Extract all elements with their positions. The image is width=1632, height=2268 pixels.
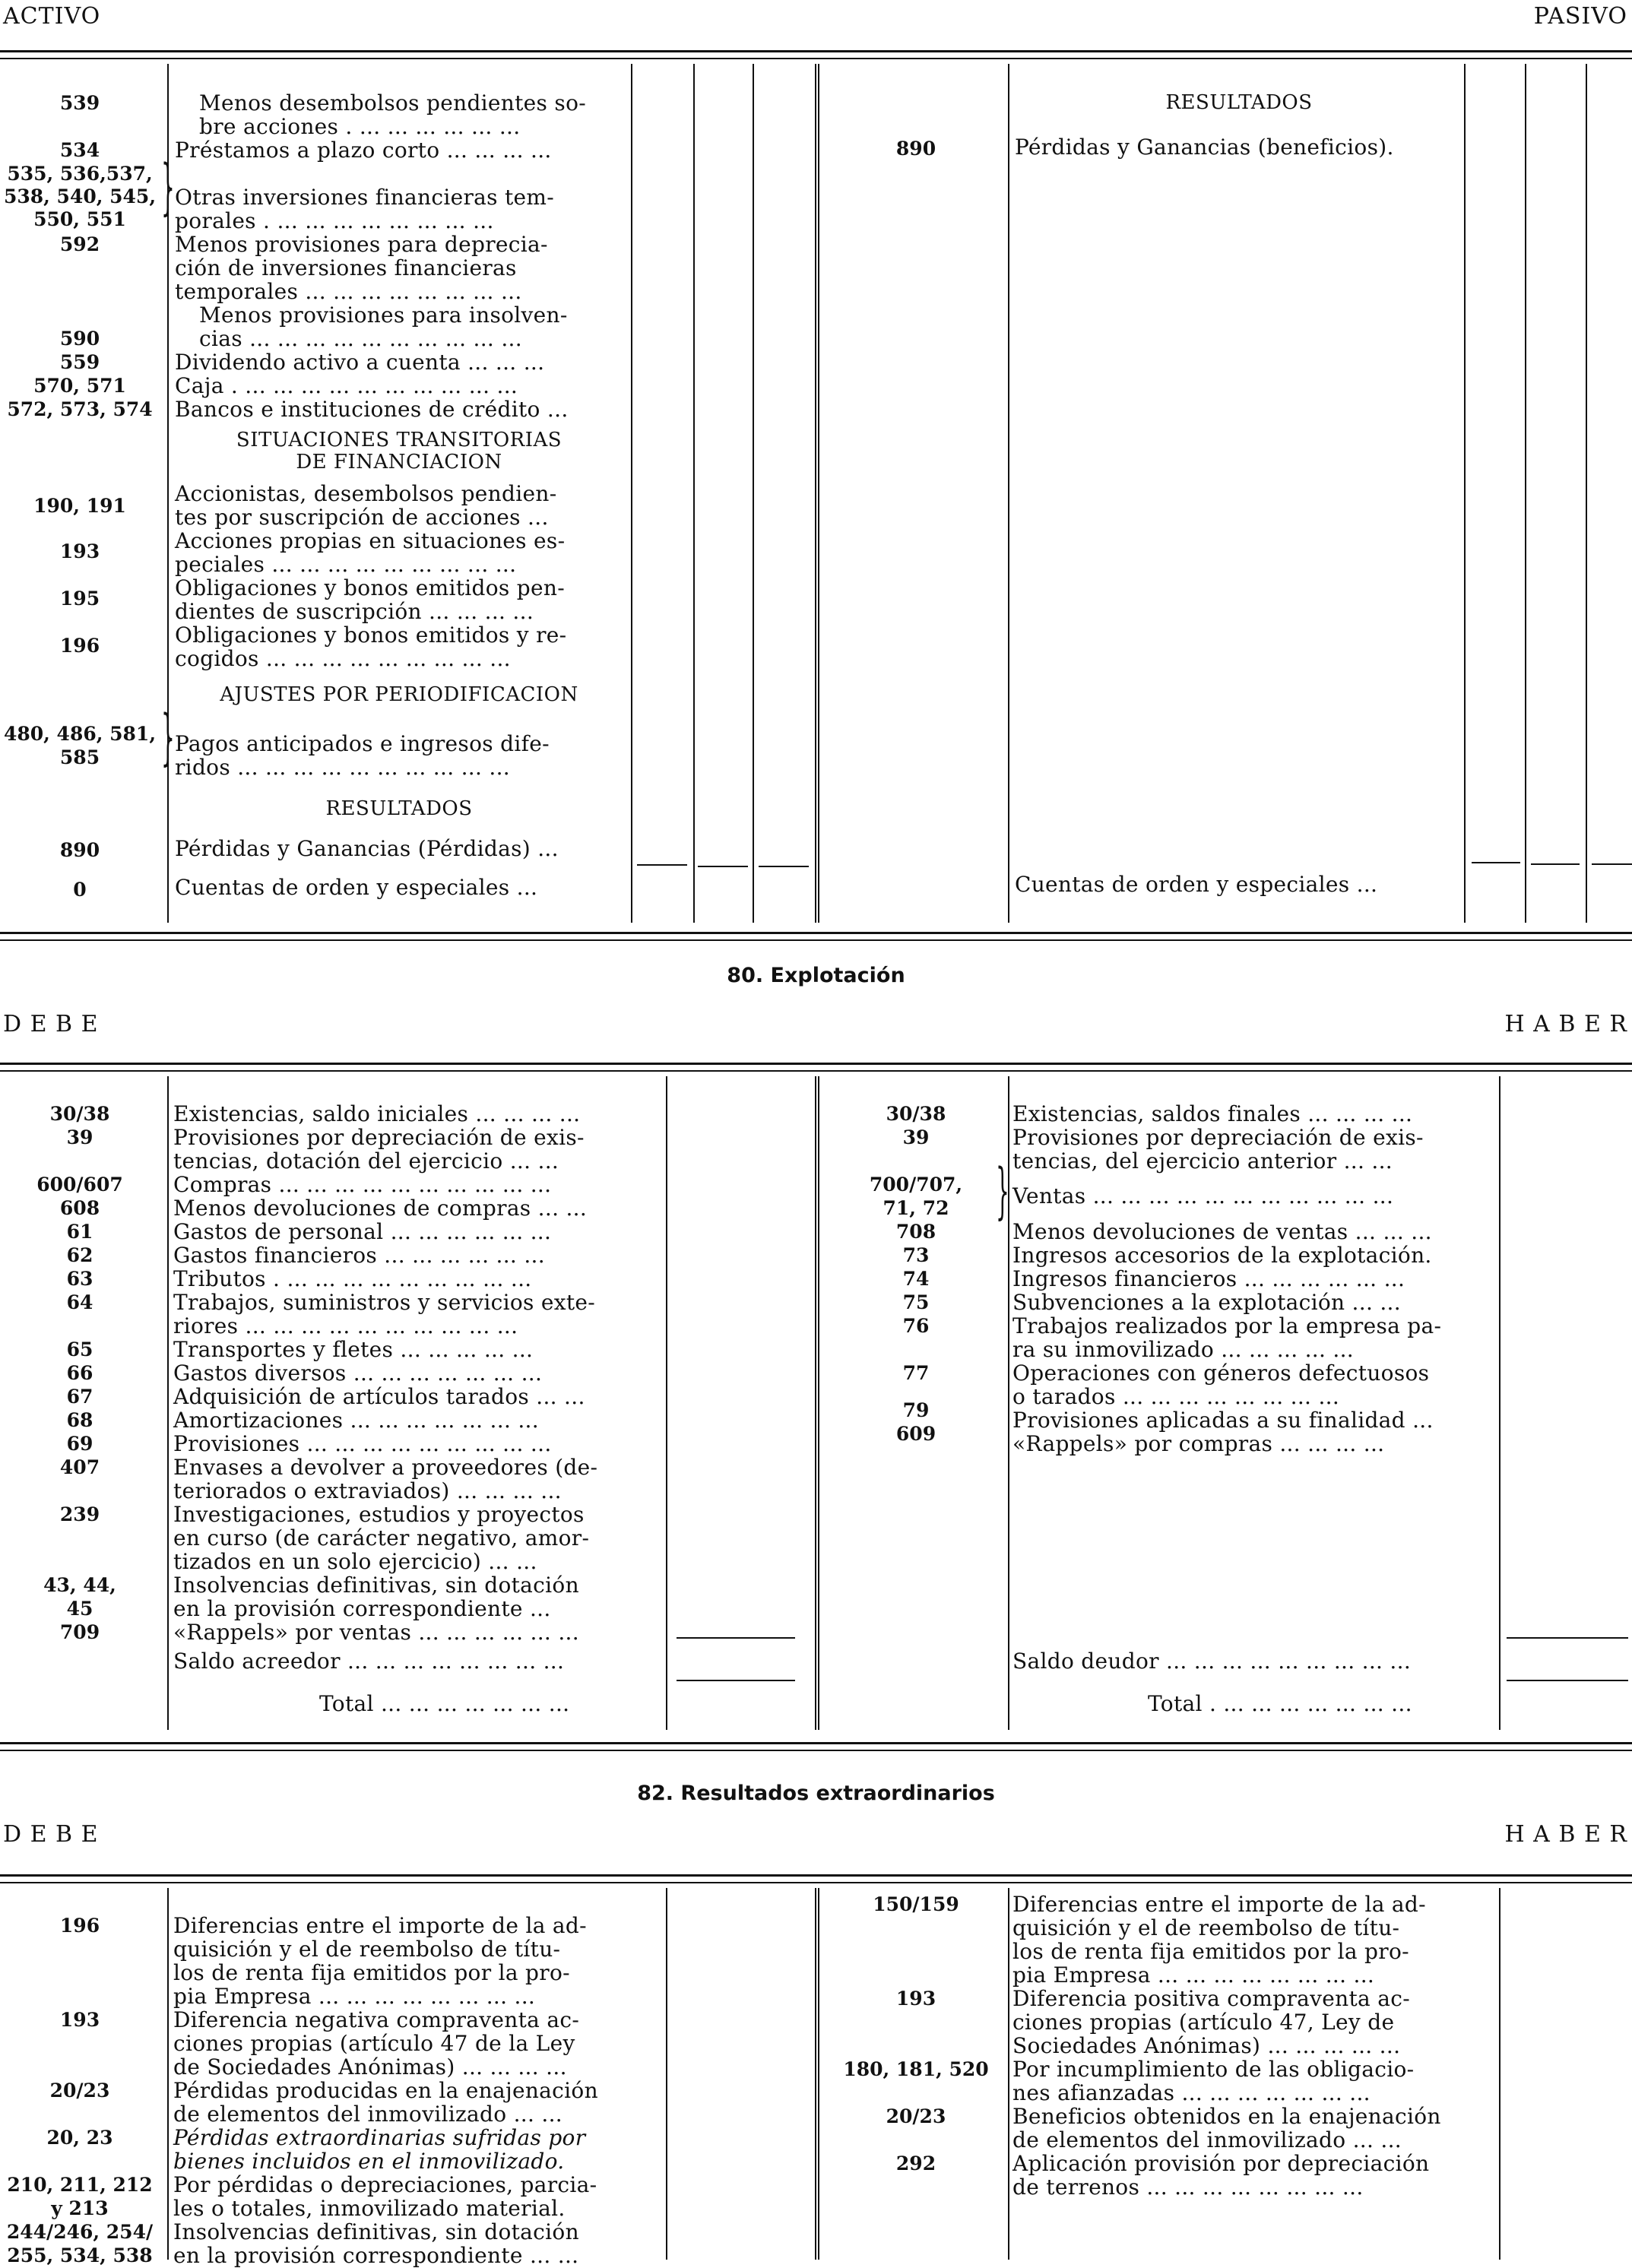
account-code: 292 — [895, 2152, 936, 2175]
account-desc: Investigaciones, estudios y proyectos en curso (de carácter negativo, amor- tizados en un solo ejercicio) ... ... — [173, 1502, 590, 1574]
account-desc: «Rappels» por compras ... ... ... ... — [1012, 1431, 1385, 1456]
account-desc: Otras inversiones financieras tem- porales . ... ... ... ... ... ... ... ... — [175, 185, 555, 233]
account-code: 74 — [902, 1268, 930, 1290]
account-code: 0 — [73, 879, 87, 901]
account-desc: Provisiones aplicadas a su finalidad ... — [1012, 1408, 1434, 1433]
account-code: 190, 191 — [33, 495, 126, 517]
account-code: 609 — [895, 1423, 936, 1445]
account-desc: Existencias, saldo iniciales ... ... ... ... — [173, 1101, 581, 1126]
header-pasivo: PASIVO — [1533, 3, 1627, 30]
account-desc: Menos desembolsos pendientes so- bre acciones . ... ... ... ... ... ... — [199, 90, 587, 139]
account-code: 700/707, 71, 72 — [869, 1174, 963, 1219]
brace-icon: } — [996, 1155, 1009, 1226]
account-code: 39 — [902, 1126, 930, 1148]
account-code: 43, 44, 45 — [43, 1574, 116, 1620]
account-desc: Trabajos realizados por la empresa pa- ra su inmovilizado ... ... ... ... ... — [1012, 1313, 1442, 1362]
account-desc: Pérdidas y Ganancias (beneficios). — [1015, 135, 1394, 160]
account-desc: Pérdidas y Ganancias (Pérdidas) ... — [175, 836, 559, 861]
account-code: 69 — [66, 1433, 93, 1455]
account-code: 592 — [59, 233, 100, 255]
account-code: 193 — [59, 540, 100, 562]
account-desc: Cuentas de orden y especiales ... — [1015, 872, 1378, 897]
account-code: 20, 23 — [46, 2127, 113, 2149]
account-desc: Pagos anticipados e ingresos dife- ridos ... ... ... ... ... ... ... ... ... ... — [175, 731, 550, 780]
account-code: 193 — [59, 2009, 100, 2031]
account-code: 77 — [902, 1362, 930, 1384]
account-code: 63 — [66, 1268, 93, 1290]
account-code: 20/23 — [886, 2105, 946, 2127]
account-code: 61 — [66, 1221, 93, 1243]
account-code: 407 — [59, 1456, 100, 1478]
total-left: Total ... ... ... ... ... ... ... — [319, 1691, 570, 1716]
account-code: 244/246, 254/ 255, 534, 538 — [6, 2221, 154, 2266]
account-code: 75 — [902, 1291, 930, 1313]
account-code: 534 — [59, 139, 100, 161]
account-desc: Pérdidas extraordinarias sufridas por bienes incluidos en el inmovilizado. — [173, 2125, 586, 2174]
account-desc: Gastos diversos ... ... ... ... ... ... ... — [173, 1360, 543, 1386]
account-code: 73 — [902, 1244, 930, 1266]
saldo-acreedor: Saldo acreedor ... ... ... ... ... ... ... ... — [173, 1649, 565, 1674]
section-heading: SITUACIONES TRANSITORIAS DE FINANCIACION — [236, 429, 562, 474]
account-desc: Accionistas, desembolsos pendien- tes por suscripción de acciones ... — [175, 481, 557, 530]
account-desc: Gastos de personal ... ... ... ... ... ... — [173, 1219, 552, 1244]
account-code: 572, 573, 574 — [7, 398, 153, 420]
account-desc: Por incumplimiento de las obligacio- nes afianzadas ... ... ... ... ... ... ... — [1012, 2057, 1415, 2105]
account-desc: Existencias, saldos finales ... ... ... ... — [1012, 1101, 1413, 1126]
account-code: 67 — [66, 1386, 93, 1408]
account-desc: Beneficios obtenidos en la enajenación de elementos del inmovilizado ... ... — [1012, 2104, 1441, 2152]
account-desc: Subvenciones a la explotación ... ... — [1012, 1290, 1401, 1315]
account-desc: Aplicación provisión por depreciación de terrenos ... ... ... ... ... ... ... ... — [1012, 2151, 1430, 2200]
account-code: 150/159 — [873, 1893, 959, 1915]
account-desc: Diferencias entre el importe de la ad- quisición y el de reembolso de títu- los de renta fija emitidos por la pro- pia Empresa ... ... ... ... ... ... ... ... — [1012, 1892, 1426, 1988]
account-code: 68 — [66, 1409, 93, 1431]
account-code: 559 — [59, 351, 100, 373]
account-desc: Por pérdidas o depreciaciones, parcia- les o totales, inmovilizado material. — [173, 2172, 597, 2221]
account-code: 890 — [895, 138, 936, 160]
section-heading: AJUSTES POR PERIODIFICACION — [220, 683, 578, 706]
account-desc: Menos devoluciones de compras ... ... — [173, 1196, 588, 1221]
account-code: 39 — [66, 1126, 93, 1148]
account-desc: Transportes y fletes ... ... ... ... ... — [173, 1337, 534, 1362]
account-code: 708 — [895, 1221, 936, 1243]
account-desc: «Rappels» por ventas ... ... ... ... ... ... — [173, 1620, 579, 1645]
account-desc: Diferencia positiva compraventa ac- ciones propias (artículo 47, Ley de Sociedades Anónimas) ... ... ... ... ... — [1012, 1986, 1410, 2058]
account-code: 180, 181, 520 — [843, 2058, 989, 2080]
account-desc: Insolvencias definitivas, sin dotación en la provisión correspondiente ... — [173, 1573, 579, 1621]
saldo-deudor: Saldo deudor ... ... ... ... ... ... ... ... ... — [1012, 1649, 1412, 1674]
account-code: 76 — [902, 1315, 930, 1337]
account-code: 590 — [59, 328, 100, 350]
account-desc: Cuentas de orden y especiales ... — [175, 875, 538, 900]
brace-icon: } — [161, 702, 175, 772]
account-desc: Diferencia negativa compraventa ac- ciones propias (artículo 47 de la Ley de Sociedades Anónimas) ... ... ... ... — [173, 2007, 580, 2080]
account-desc: Trabajos, suministros y servicios exte- riores ... ... ... ... ... ... ... ... ... ... — [173, 1290, 596, 1338]
account-code: 79 — [902, 1399, 930, 1421]
debe-label: D E B E — [3, 1011, 99, 1037]
account-desc: Caja . ... ... ... ... ... ... ... ... ... ... — [175, 373, 518, 398]
account-desc: Pérdidas producidas en la enajenación de elementos del inmovilizado ... ... — [173, 2078, 598, 2127]
account-desc: Menos provisiones para insolven- cias ... ... ... ... ... ... ... ... ... ... — [199, 303, 568, 351]
account-code: 30/38 — [49, 1103, 110, 1125]
account-desc: Diferencias entre el importe de la ad- quisición y el de reembolso de títu- los de renta fija emitidos por la pro- pia Empresa ... ... ... ... ... ... ... ... — [173, 1913, 587, 2009]
account-code: 570, 571 — [33, 375, 126, 397]
account-desc: Ingresos accesorios de la explotación. — [1012, 1243, 1432, 1268]
account-desc: Bancos e instituciones de crédito ... — [175, 397, 569, 422]
top-rule-2 — [0, 58, 1632, 59]
account-desc: Operaciones con géneros defectuosos o tarados ... ... ... ... ... ... ... ... — [1012, 1360, 1430, 1409]
account-code: 890 — [59, 839, 100, 861]
brace-icon: } — [161, 151, 175, 222]
account-desc: Ingresos financieros ... ... ... ... ... ... — [1012, 1266, 1405, 1291]
account-desc: Envases a devolver a proveedores (de- teriorados o extraviados) ... ... ... ... — [173, 1455, 598, 1503]
account-desc: Ventas ... ... ... ... ... ... ... ... ... ... ... — [1012, 1183, 1394, 1208]
account-desc: Insolvencias definitivas, sin dotación en la provisión correspondiente ... ... — [173, 2219, 579, 2268]
account-desc: Menos provisiones para deprecia- ción de inversiones financieras temporales ... ... ... ... ... ... ... ... — [175, 232, 548, 304]
account-code: 20/23 — [49, 2080, 110, 2102]
account-code: 600/607 — [36, 1174, 123, 1196]
account-desc: Dividendo activo a cuenta ... ... ... — [175, 350, 545, 375]
account-desc: Amortizaciones ... ... ... ... ... ... ... — [173, 1408, 539, 1433]
section-heading: RESULTADOS — [1165, 91, 1313, 114]
account-desc: Provisiones por depreciación de exis- tencias, dotación del ejercicio ... ... — [173, 1125, 585, 1174]
account-code: 30/38 — [886, 1103, 946, 1125]
haber-label: H A B E R — [1504, 1011, 1627, 1037]
account-desc: Menos devoluciones de ventas ... ... ... — [1012, 1219, 1432, 1244]
debe-label: D E B E — [3, 1821, 99, 1848]
account-code: 196 — [59, 635, 100, 657]
account-code: 62 — [66, 1244, 93, 1266]
account-desc: Acciones propias en situaciones es- peciales ... ... ... ... ... ... ... ... ... — [175, 528, 566, 577]
haber-label: H A B E R — [1504, 1821, 1627, 1848]
account-desc: Obligaciones y bonos emitidos pen- dientes de suscripción ... ... ... ... — [175, 575, 565, 624]
account-code: 709 — [59, 1621, 100, 1643]
account-code: 539 — [59, 92, 100, 114]
account-desc: Provisiones por depreciación de exis- tencias, del ejercicio anterior ... ... — [1012, 1125, 1424, 1174]
section-title-extraordinarios: 82. Resultados extraordinarios — [637, 1782, 995, 1805]
account-desc: Tributos . ... ... ... ... ... ... ... ... ... — [173, 1266, 532, 1291]
header-activo: ACTIVO — [3, 3, 101, 30]
account-desc: Compras ... ... ... ... ... ... ... ... ... ... — [173, 1172, 552, 1197]
account-desc: Adquisición de artículos tarados ... ... — [173, 1384, 585, 1409]
account-code: 480, 486, 581, 585 — [3, 723, 157, 768]
account-code: 65 — [66, 1338, 93, 1360]
section-heading: RESULTADOS — [325, 797, 473, 820]
account-code: 608 — [59, 1197, 100, 1219]
account-code: 196 — [59, 1915, 100, 1937]
account-code: 64 — [66, 1291, 93, 1313]
account-desc: Gastos financieros ... ... ... ... ... ... — [173, 1243, 545, 1268]
account-code: 210, 211, 212 y 213 — [7, 2174, 153, 2219]
account-code: 195 — [59, 588, 100, 610]
account-code: 66 — [66, 1362, 93, 1384]
account-desc: Provisiones ... ... ... ... ... ... ... ... ... — [173, 1431, 552, 1456]
total-right: Total . ... ... ... ... ... ... ... — [1148, 1691, 1412, 1716]
account-desc: Obligaciones y bonos emitidos y re- cogidos ... ... ... ... ... ... ... ... ... — [175, 622, 567, 671]
account-desc: Préstamos a plazo corto ... ... ... ... — [175, 138, 552, 163]
account-code: 239 — [59, 1503, 100, 1525]
section-title-explotacion: 80. Explotación — [727, 964, 905, 987]
top-rule — [0, 50, 1632, 52]
account-code: 535, 536,537, 538, 540, 545, 550, 551 — [3, 163, 157, 230]
account-code: 193 — [895, 1988, 936, 2010]
